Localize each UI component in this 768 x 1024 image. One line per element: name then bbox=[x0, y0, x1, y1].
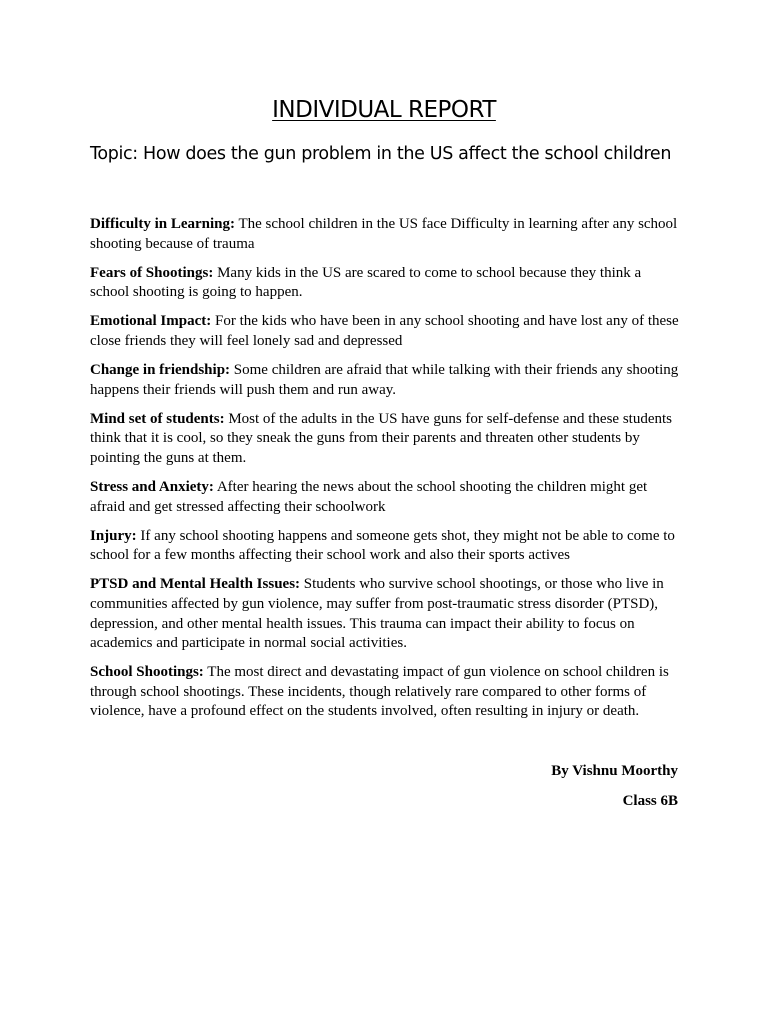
paragraph-heading: PTSD and Mental Health Issues: bbox=[90, 576, 301, 593]
author-class: Class 6B bbox=[622, 793, 678, 809]
paragraph-heading: Fears of Shootings: bbox=[90, 264, 214, 281]
paragraph-injury bbox=[90, 527, 680, 566]
paragraph-heading: School Shootings: bbox=[90, 664, 204, 681]
paragraph-text: The most direct and devastating impact of gun violence on school children is through school shootings. These incidents, though relatively rare compared to other forms of violence, have a profound effect on the students involved, often resulting in injury or death. bbox=[90, 664, 669, 720]
report-topic: Topic: How does the gun problem in the US affect the school children bbox=[90, 144, 672, 164]
paragraph-text: Students who survive school shootings, or those who live in communities affected by gun violence, may suffer from post-traumatic stress disorder (PTSD), depression, and other mental health issues. This trauma can impact their ability to focus on academics and participate in normal social activities. bbox=[90, 576, 664, 652]
paragraph-text: Most of the adults in the US have guns for self-defense and these students think that it is cool, so they sneak the guns from their parents and threaten other students by pointing the guns at them. bbox=[90, 410, 673, 466]
report-title: INDIVIDUAL REPORT bbox=[272, 97, 496, 123]
paragraph-text: Many kids in the US are scared to come to school because they think a school shooting is going to happen. bbox=[90, 264, 642, 301]
paragraph-ptsd-and-mental-health bbox=[90, 575, 680, 653]
paragraph-heading: Change in friendship: bbox=[90, 362, 231, 379]
paragraph-emotional-impact bbox=[90, 312, 680, 351]
paragraph-stress-and-anxiety bbox=[90, 478, 680, 517]
author-signature: By Vishnu Moorthy bbox=[551, 763, 678, 779]
paragraph-fears-of-shootings bbox=[90, 264, 680, 303]
paragraph-change-in-friendship bbox=[90, 361, 680, 400]
paragraph-text: The school children in the US face Difficulty in learning after any school shooting because of trauma bbox=[90, 216, 678, 252]
paragraph-mind-set-of-students bbox=[90, 410, 680, 469]
paragraph-text: Some children are afraid that while talking with their friends any shooting happens their friends will push them and run away. bbox=[90, 362, 679, 398]
paragraph-school-shootings bbox=[90, 663, 680, 722]
paragraph-heading: Mind set of students: bbox=[90, 410, 225, 427]
report-body bbox=[90, 215, 680, 732]
paragraph-text: For the kids who have been in any school shooting and have lost any of these close friends they will feel lonely sad and depressed bbox=[90, 313, 679, 349]
paragraph-text: After hearing the news about the school shooting the children might get afraid and get stressed affecting their schoolwork bbox=[90, 479, 648, 515]
paragraph-heading: Stress and Anxiety: bbox=[90, 479, 214, 496]
paragraph-heading: Emotional Impact: bbox=[90, 313, 212, 330]
paragraph-heading: Difficulty in Learning: bbox=[90, 216, 235, 232]
paragraph-difficulty-in-learning bbox=[90, 215, 680, 254]
paragraph-text: If any school shooting happens and someone gets shot, they might not be able to come to school for a few months affecting their school work and also their sports actives bbox=[90, 527, 675, 564]
paragraph-heading: Injury: bbox=[90, 527, 137, 544]
